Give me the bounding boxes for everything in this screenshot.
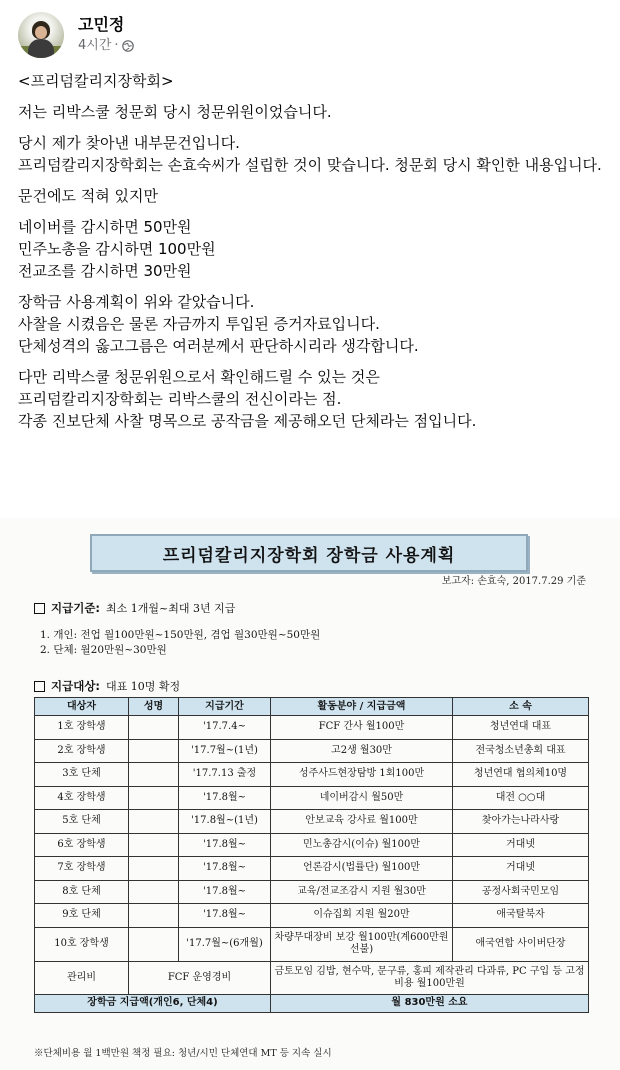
table-cell: 안보교육 강사료 월100만	[271, 810, 453, 834]
meta-separator: ·	[114, 38, 119, 53]
table-cell: '17.7월~(1년)	[179, 739, 271, 763]
table-cell: 전국청소년총회 대표	[453, 739, 589, 763]
table-cell: 고2생 월30만	[271, 739, 453, 763]
table-cell	[129, 786, 179, 810]
post-text-line: <프리덤칼리지장학회>	[18, 72, 174, 90]
criteria-item: 1. 개인: 전업 월100만원~150만원, 겸업 월30만원~50만원	[40, 629, 321, 641]
author-block	[78, 15, 134, 55]
checkbox-square-icon	[34, 681, 45, 692]
post-text-line: 민주노총을 감시하면 100만원	[18, 240, 216, 258]
table-cell	[129, 904, 179, 928]
table-cell: '17.7.13 출정	[179, 763, 271, 787]
avatar[interactable]	[18, 12, 64, 58]
post-paragraph	[18, 216, 608, 282]
post-text-line: 프리덤칼리지장학회는 손효숙씨가 설립한 것이 맞습니다. 청문회 당시 확인한 내용입니다.	[18, 156, 602, 174]
table-cell	[129, 763, 179, 787]
table-row	[35, 927, 589, 961]
table-cell: 거대넷	[453, 833, 589, 857]
table-cell: '17.7.4~	[179, 716, 271, 740]
table-cell: 관리비	[35, 961, 129, 994]
post-text-line: 네이버를 감시하면 50만원	[18, 218, 192, 236]
table-cell: FCF 간사 월100만	[271, 716, 453, 740]
table-cell: 청년연대 협의체10명	[453, 763, 589, 787]
table-cell	[129, 927, 179, 961]
target-label: 지급대상:	[51, 679, 101, 693]
table-cell: 네이버감시 월50만	[271, 786, 453, 810]
table-cell: 3호 단체	[35, 763, 129, 787]
globe-icon[interactable]	[122, 40, 134, 52]
author-name[interactable]: 고민정	[78, 15, 125, 34]
table-cell: 대전 ○○대	[453, 786, 589, 810]
table-cell	[129, 833, 179, 857]
table-cell	[129, 716, 179, 740]
criteria-item: 2. 단체: 월20만원~30만원	[40, 644, 167, 656]
table-cell	[129, 880, 179, 904]
post-text-line: 사찰을 시켰음은 물론 자금까지 투입된 증거자료입니다.	[18, 315, 380, 333]
table-cell: 찾아가는나라사랑	[453, 810, 589, 834]
table-row	[35, 880, 589, 904]
table-row	[35, 763, 589, 787]
table-cell: '17.8월~	[179, 904, 271, 928]
table-cell: '17.8월~	[179, 786, 271, 810]
table-cell: 월 830만원 소요	[271, 994, 589, 1012]
table-row	[35, 810, 589, 834]
post-paragraph	[18, 132, 608, 176]
document-reporter: 보고자: 손효숙, 2017.7.29 기준	[441, 576, 586, 587]
table-cell	[129, 739, 179, 763]
table-cell: '17.7월~(6개월)	[179, 927, 271, 961]
col-header: 대상자	[35, 698, 129, 716]
post-header	[18, 10, 134, 60]
criteria-text: 최소 1개월~최대 3년 지급	[106, 602, 236, 615]
table-cell: 1호 장학생	[35, 716, 129, 740]
document-title: 프리덤칼리지장학회 장학금 사용계획	[90, 534, 528, 572]
col-header: 성명	[129, 698, 179, 716]
plan-table	[34, 697, 589, 1013]
post-text-line: 프리덤칼리지장학회는 리박스쿨의 전신이라는 점.	[18, 390, 342, 408]
table-cell: 2호 장학생	[35, 739, 129, 763]
post-time[interactable]: 4시간	[78, 38, 112, 53]
table-cell: 성주사드현장탐방 1회100만	[271, 763, 453, 787]
post-text-line: 저는 리박스쿨 청문회 당시 청문위원이었습니다.	[18, 103, 332, 121]
post-text-line: 장학금 사용계획이 위와 같았습니다.	[18, 293, 255, 311]
post-text-line: 다만 리박스쿨 청문위원으로서 확인해드릴 수 있는 것은	[18, 368, 380, 386]
post-text-line: 전교조를 감시하면 30만원	[18, 262, 192, 280]
table-cell: 5호 단체	[35, 810, 129, 834]
table-row	[35, 833, 589, 857]
table-cell: 청년연대 대표	[453, 716, 589, 740]
target-section	[34, 678, 180, 694]
table-cell: 공정사회국민모임	[453, 880, 589, 904]
table-cell: 거대넷	[453, 857, 589, 881]
table-cell: 교육/전교조감시 지원 월30만	[271, 880, 453, 904]
post-paragraph	[18, 185, 608, 207]
table-row	[35, 857, 589, 881]
post-paragraph	[18, 101, 608, 123]
post-paragraph	[18, 366, 608, 432]
table-cell: 애국연합 사이버단장	[453, 927, 589, 961]
table-row	[35, 716, 589, 740]
post-text-line: 문건에도 적혀 있지만	[18, 187, 158, 205]
table-cell: 6호 장학생	[35, 833, 129, 857]
post-meta	[78, 37, 134, 55]
criteria-list	[40, 628, 320, 658]
post-paragraph	[18, 70, 608, 92]
table-cell: 4호 장학생	[35, 786, 129, 810]
table-cell	[129, 810, 179, 834]
document-image[interactable]	[0, 518, 620, 1070]
table-cell: FCF 운영경비	[129, 961, 271, 994]
table-cell: 장학금 지급액(개인6, 단체4)	[35, 994, 271, 1012]
table-cell	[129, 857, 179, 881]
document-note: ※단체비용 월 1백만원 책정 필요: 청년/시민 단체연대 MT 등 지속 실시	[34, 1048, 332, 1059]
table-header-row	[35, 698, 589, 716]
table-cell: '17.8월~	[179, 880, 271, 904]
target-text: 대표 10명 확정	[106, 680, 181, 693]
table-row	[35, 786, 589, 810]
post-paragraph	[18, 291, 608, 357]
table-cell: 10호 장학생	[35, 927, 129, 961]
table-cell: '17.8월~	[179, 833, 271, 857]
table-row	[35, 739, 589, 763]
table-cell: 민노총감시(이슈) 월100만	[271, 833, 453, 857]
checkbox-square-icon	[34, 603, 45, 614]
post-text-line: 단체성격의 옳고그름은 여러분께서 판단하시리라 생각합니다.	[18, 337, 419, 355]
table-cell: 애국탈북자	[453, 904, 589, 928]
post-text-line: 각종 진보단체 사찰 명목으로 공작금을 제공해오던 단체라는 점입니다.	[18, 412, 477, 430]
table-cell: '17.8월~	[179, 857, 271, 881]
table-cell: 9호 단체	[35, 904, 129, 928]
post-body	[18, 70, 608, 441]
table-cell: '17.8월~(1년)	[179, 810, 271, 834]
table-cell: 7호 장학생	[35, 857, 129, 881]
table-cell: 금토모임 김밥, 현수막, 문구류, 홍피 제작관리 다과류, PC 구입 등 고정비용 월100만원	[271, 961, 589, 994]
table-cell: 이슈집회 지원 월20만	[271, 904, 453, 928]
table-cell: 언론감시(법률단) 월100만	[271, 857, 453, 881]
col-header: 지급기간	[179, 698, 271, 716]
table-cell: 차량무대장비 보강 월100만(계600만원 선불)	[271, 927, 453, 961]
criteria-section	[34, 600, 235, 616]
col-header: 활동분야 / 지급금액	[271, 698, 453, 716]
post-text-line: 당시 제가 찾아낸 내부문건입니다.	[18, 134, 240, 152]
criteria-label: 지급기준:	[51, 601, 101, 615]
col-header: 소 속	[453, 698, 589, 716]
table-row	[35, 904, 589, 928]
table-cell: 8호 단체	[35, 880, 129, 904]
table-row-total	[35, 994, 589, 1012]
table-row-management	[35, 961, 589, 994]
